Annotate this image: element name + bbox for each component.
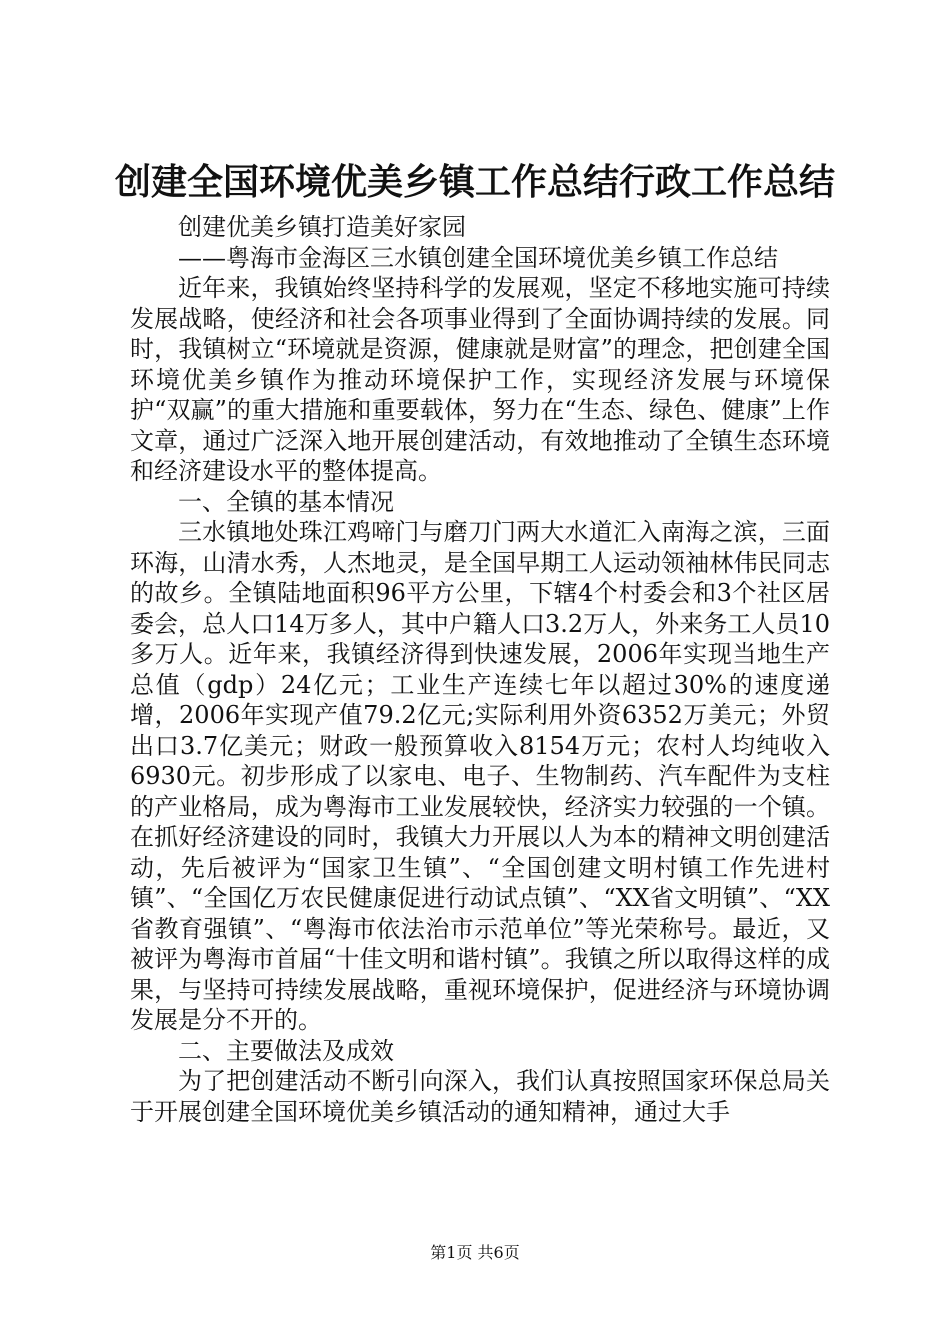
document-body	[130, 212, 830, 1127]
subtitle-paragraph: 创建优美乡镇打造美好家园	[178, 213, 466, 241]
section-1-paragraph: 三水镇地处珠江鸡啼门与磨刀门两大水道汇入南海之滨，三面环海，山清水秀，人杰地灵，是全国早期工人运动领袖林伟民同志的故乡。全镇陆地面积96平方公里，下辖4个村委会和3个社区居委会，总人口14万多人，其中户籍人口3.2万人，外来务工人员10多万人。近年来，我镇经济得到快速发展，2006年实现当地生产总值（gdp）24亿元；工业生产连续七年以超过30%的速度递增，2006年实现产值79.2亿元;实际利用外资6352万美元；外贸出口3.7亿美元；财政一般预算收入8154万元；农村人均纯收入6930元。初步形成了以家电、电子、生物制药、汽车配件为支柱的产业格局，成为粤海市工业发展较快，经济实力较强的一个镇。在抓好经济建设的同时，我镇大力开展以人为本的精神文明创建活动，先后被评为“国家卫生镇”、“全国创建文明村镇工作先进村镇”、“全国亿万农民健康促进行动试点镇”、“XX省文明镇”、“XX省教育强镇”、“粤海市依法治市示范单位”等光荣称号。最近，又被评为粤海市首届“十佳文明和谐村镇”。我镇之所以取得这样的成果，与坚持可持续发展战略，重视环境保护，促进经济与环境协调发展是分不开的。	[130, 518, 830, 1034]
subtitle-dash-paragraph: ——粤海市金海区三水镇创建全国环境优美乡镇工作总结	[178, 243, 778, 272]
intro-paragraph: 近年来，我镇始终坚持科学的发展观，坚定不移地实施可持续发展战略，使经济和社会各项事业得到了全面协调持续的发展。同时，我镇树立“环境就是资源，健康就是财富”的理念，把创建全国环境优美乡镇作为推动环境保护工作，实现经济发展与环境保护“双赢”的重大措施和重要载体，努力在“生态、绿色、健康”上作文章，通过广泛深入地开展创建活动，有效地推动了全镇生态环境和经济建设水平的整体提高。	[130, 274, 830, 485]
page-footer: 第1页 共6页	[430, 1243, 520, 1262]
document-title: 创建全国环境优美乡镇工作总结行政工作总结	[114, 162, 835, 203]
section-heading-1: 一、全镇的基本情况	[178, 487, 394, 516]
section-heading-2: 二、主要做法及成效	[178, 1036, 394, 1065]
section-2-paragraph: 为了把创建活动不断引向深入，我们认真按照国家环保总局关于开展创建全国环境优美乡镇活动的通知精神，通过大手	[130, 1067, 830, 1126]
